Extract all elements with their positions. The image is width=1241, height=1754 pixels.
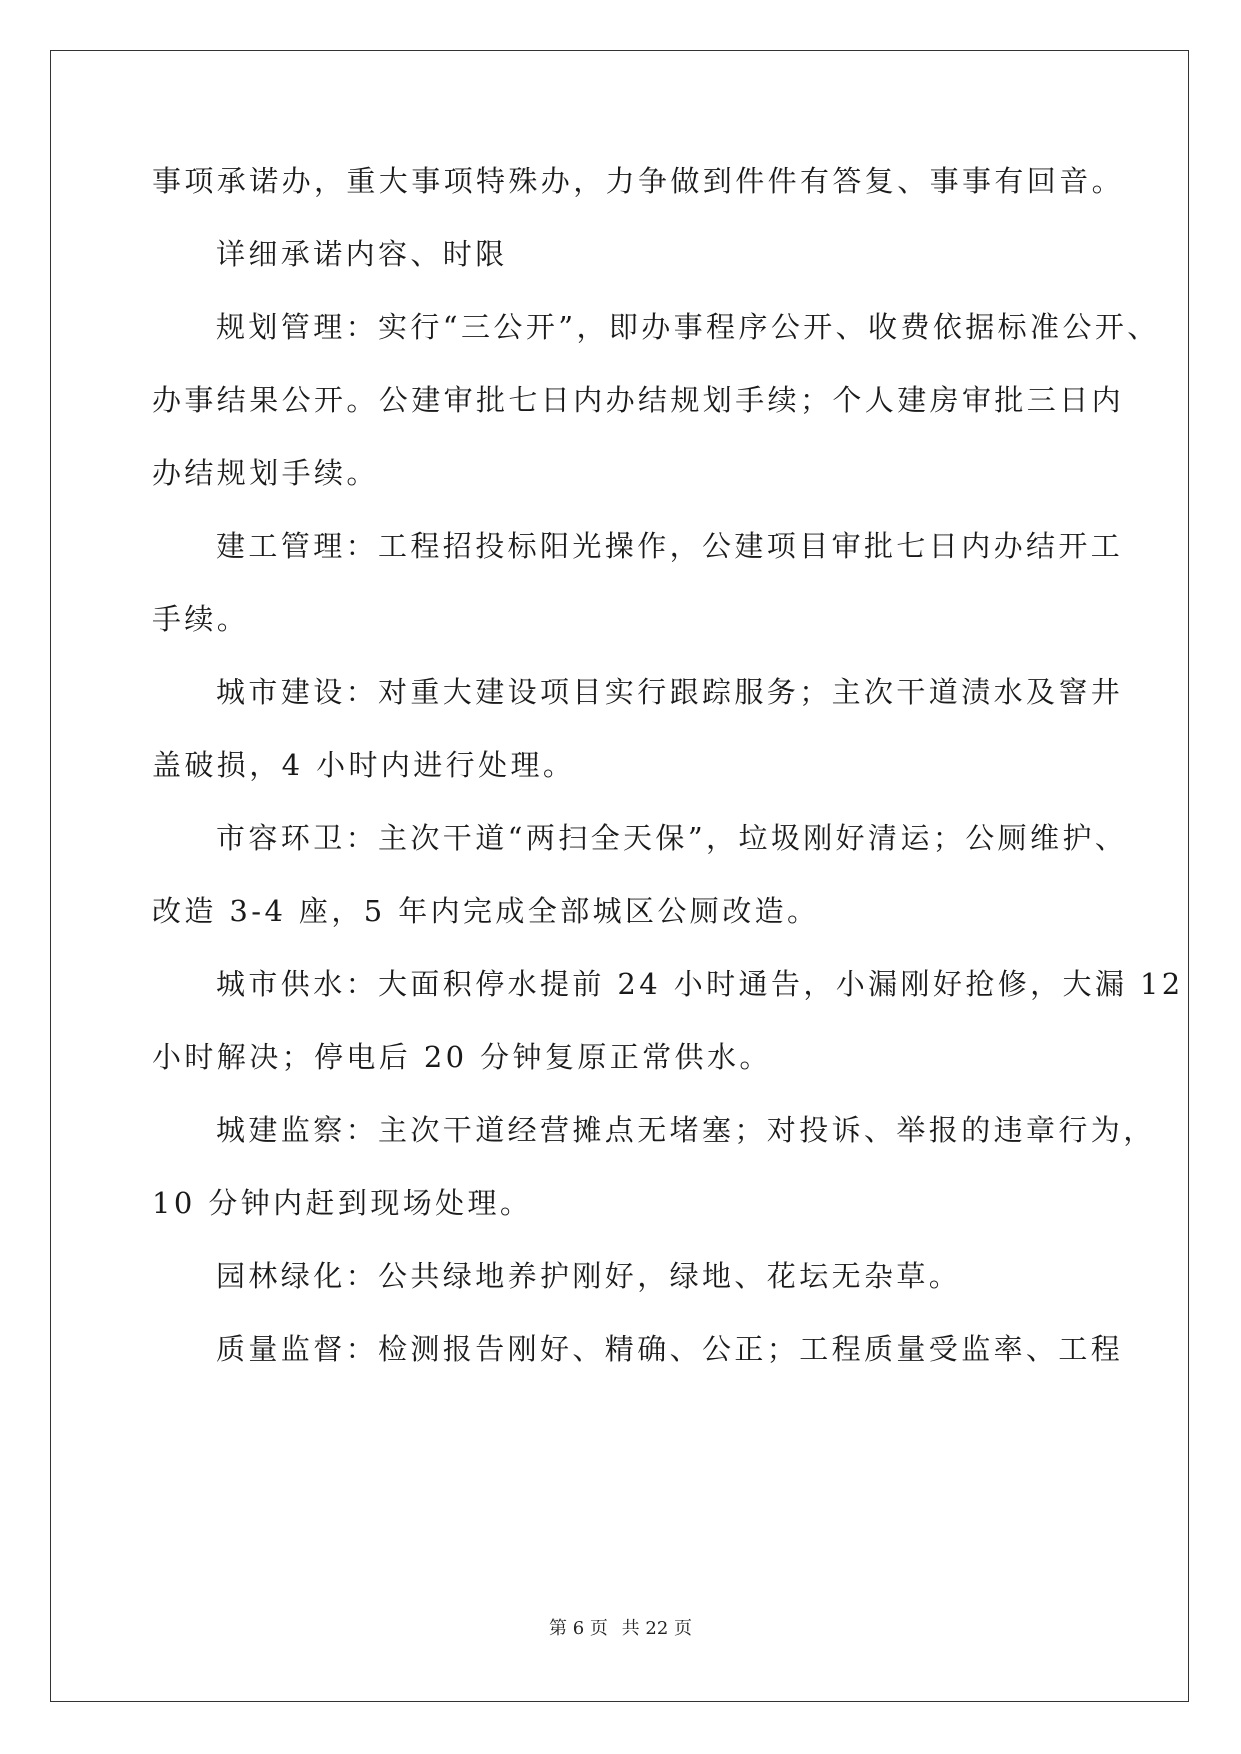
text-line: 园林绿化：公共绿地养护刚好，绿地、花坛无杂草。	[216, 1259, 962, 1293]
text-line: 盖破损，4 小时内进行处理。	[152, 748, 576, 782]
section-heading: 详细承诺内容、时限	[216, 237, 508, 271]
text-line: 市容环卫：主次干道“两扫全天保”，垃圾刚好清运；公厕维护、	[216, 821, 1128, 855]
page-footer	[0, 1617, 1241, 1641]
text-line: 办结规划手续。	[152, 456, 379, 490]
text-line: 小时解决；停电后 20 分钟复原正常供水。	[152, 1040, 772, 1074]
text-line: 城市建设：对重大建设项目实行跟踪服务；主次干道渍水及窨井	[216, 675, 1124, 709]
text-line: 手续。	[152, 602, 250, 636]
text-line: 城市供水：大面积停水提前 24 小时通告，小漏刚好抢修，大漏 12	[216, 967, 1184, 1001]
text-line: 办事结果公开。公建审批七日内办结规划手续；个人建房审批三日内	[152, 383, 1125, 417]
text-line: 规划管理：实行“三公开”，即办事程序公开、收费依据标准公开、	[216, 310, 1160, 344]
page-border	[50, 50, 1189, 1702]
text-line: 建工管理：工程招投标阳光操作，公建项目审批七日内办结开工	[216, 529, 1124, 563]
text-line: 改造 3-4 座，5 年内完成全部城区公厕改造。	[152, 894, 820, 928]
text-line: 城建监察：主次干道经营摊点无堵塞；对投诉、举报的违章行为，	[216, 1113, 1156, 1147]
text-line: 质量监督：检测报告刚好、精确、公正；工程质量受监率、工程	[216, 1332, 1124, 1366]
text-line: 事项承诺办，重大事项特殊办，力争做到件件有答复、事事有回音。	[152, 164, 1125, 198]
text-line: 10 分钟内赶到现场处理。	[152, 1186, 533, 1220]
page-number: 第 6 页	[549, 1618, 608, 1639]
page-total: 共 22 页	[621, 1618, 692, 1639]
